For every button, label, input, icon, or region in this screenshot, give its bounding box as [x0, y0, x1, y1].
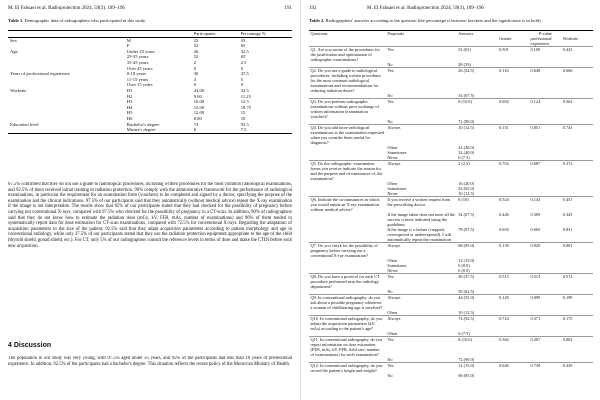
table-cell: 8 (10.0) [457, 99, 498, 120]
col-header-experience: professional experience [530, 36, 552, 46]
table-cell: 0.001 [561, 243, 593, 259]
table-cell: H1 [126, 87, 133, 93]
table-cell: 0.151 [498, 125, 529, 146]
table-cell: 0.650 [499, 227, 509, 232]
table-cell: Age [10, 48, 18, 54]
table-cell: 65 [240, 43, 246, 49]
table-cell: 0.851 [529, 125, 561, 146]
table-row [309, 295, 593, 311]
table-cell: 52 (65.0) [458, 186, 475, 191]
table-cell: 11.25 [240, 93, 251, 99]
table-cell: No [387, 119, 393, 124]
table-cell: Bachelor's degree [126, 121, 160, 127]
table-cell: 0.687 [529, 161, 561, 182]
table-cell [561, 373, 593, 378]
table-cell: 30 [193, 71, 199, 77]
page-number: 192 [309, 6, 317, 11]
table-cell: If the image is a failure (cropped, overexposed or underexposed), I will automatically repeat the examination [387, 227, 452, 242]
table-row [309, 373, 593, 378]
table-cell: 0.515 [498, 274, 529, 290]
table-cell: 32 (40.0) [458, 150, 475, 155]
col-header-worksite: Worksite [562, 36, 579, 41]
col-header-questions: Questions [310, 31, 328, 36]
table-cell: 0 (0.0) [458, 268, 470, 273]
table-cell: 32.5 [240, 87, 249, 93]
table-cell: 26 (32.5) [457, 68, 498, 94]
journal-reference: M. El Fahsaei et al. Radioprotection 2024, 59(3), 189–196 [367, 6, 484, 11]
table-cell: 25-35 years [126, 54, 149, 60]
table-cell: Never [387, 155, 398, 160]
table-cell: 0.207 [529, 337, 561, 358]
subheader-empty [457, 36, 498, 47]
table-cell: 15.00 [193, 104, 205, 110]
table-cell: 0.831 [562, 227, 573, 232]
table-cell: 0.501 [498, 47, 529, 63]
table-cell: Years of professional experience [10, 71, 70, 77]
table-cell: 0.446 [499, 212, 509, 217]
table-cell: 0-10 years [126, 71, 147, 77]
table-row [309, 227, 593, 243]
table-cell: 0 [240, 82, 243, 88]
table-cell: 6 (7.5) [458, 155, 470, 160]
table-cell: 30 (37.5) [457, 274, 498, 290]
table-cell: 65 [240, 54, 246, 60]
table-cell: 25 [193, 37, 199, 43]
table-cell: Never [387, 191, 398, 196]
table-cell: Yes [386, 363, 457, 374]
table-header-row [8, 31, 292, 38]
table-cell: 0.175 [561, 316, 593, 332]
table-cell: F [126, 43, 130, 49]
col-header: Participants [193, 31, 216, 36]
table-cell: 0.441 [561, 47, 593, 63]
table-row [309, 197, 593, 213]
table-cell: No [387, 93, 393, 98]
table-cell: Always [386, 316, 457, 332]
running-header [8, 6, 292, 12]
table-row [309, 274, 593, 290]
table-cell: Always [386, 161, 457, 182]
table-cell: Sex [10, 37, 17, 43]
col-header-answers: Answers [458, 31, 474, 36]
table-cell: Yes [386, 47, 457, 63]
subheader-empty [309, 36, 386, 47]
table-cell: Q8. Do you have a protocol for each CT procedure performed near the radiology department? [309, 274, 386, 290]
table-cell: 50 (62.5) [458, 289, 475, 294]
table-cell: 2.5 [240, 59, 247, 65]
table-cell: No [387, 289, 393, 294]
table-2-label: Table 2. [309, 18, 325, 23]
table-cell: Worksite [10, 87, 27, 93]
table-cell: 0.143 [529, 197, 561, 213]
table-cell: 0.666 [561, 68, 593, 94]
table-cell: 0.120 [498, 295, 529, 311]
table-cell: 15 [240, 110, 246, 116]
table-cell: 0.513 [529, 274, 561, 290]
table-cell: Never [387, 268, 398, 273]
table-cell: 18.75 [240, 104, 252, 110]
table-cell: 10 (12.5) [458, 191, 475, 196]
table-cell: 0.743 [561, 125, 593, 146]
table-cell [309, 227, 386, 243]
table-cell: 6 (7.5) [458, 331, 470, 336]
table-cell: Over 45 years [126, 65, 153, 71]
table-cell: 0 [193, 65, 196, 71]
table-cell: If the image taken does not meet all the success criteria indicated using the guidelines [387, 212, 456, 227]
table-cell: 12.00 [193, 110, 205, 116]
table-cell: Q2. Do you use a guide to radiological procedures, including written procedures for the most common radiological examinations and recommendations for reducing radiation doses? [309, 68, 386, 94]
table-cell: 11-15 years [126, 76, 149, 82]
col-header [125, 31, 192, 38]
table-cell: Often [387, 310, 398, 315]
table-cell: 0.372 [561, 161, 593, 182]
table-cell: Under 25 years [126, 48, 155, 54]
col-header [8, 31, 125, 38]
table-cell: Yes [386, 68, 457, 94]
table-cell: 35 [240, 37, 246, 43]
table-cell: H2 [126, 93, 133, 99]
table-cell: 0.199 [561, 295, 593, 311]
table-cell: Sometimes [387, 263, 407, 268]
subheader-empty [386, 36, 457, 47]
answers-table [309, 30, 593, 378]
demographics-table [8, 30, 292, 134]
journal-reference: M. El Fahsaei et al. Radioprotection 2024, 59(3), 189–196 [8, 6, 125, 11]
table-cell [529, 373, 561, 378]
table-cell [498, 373, 529, 378]
table-cell: 68 (85.0) [457, 243, 498, 259]
table-cell: 10 [240, 115, 246, 121]
table-cell: 0.562 [498, 337, 529, 358]
table-row [309, 363, 593, 374]
table-cell: 0.524 [498, 197, 529, 213]
table-cell: H5 [126, 110, 133, 116]
table-cell: 0.116 [498, 68, 529, 94]
table-cell: Always [386, 243, 457, 259]
table-cell: 7.5 [240, 127, 247, 133]
table-cell: No [387, 62, 393, 67]
table-cell: 92.5 [240, 121, 249, 127]
table-cell: 0 [193, 82, 196, 88]
right-page [300, 0, 600, 400]
table-cell: 0.665 [530, 227, 541, 232]
table-cell: 0.724 [498, 316, 529, 332]
table-cell: 72 (90.0) [458, 119, 475, 124]
discussion-heading: 4 Discussion [8, 342, 52, 349]
table-cell: 2 [193, 59, 196, 65]
table-cell: 0.602 [498, 99, 529, 120]
table-cell: 28 (35) [458, 62, 471, 67]
table-cell: Master's degree [126, 127, 156, 133]
table-cell: Often [387, 258, 398, 263]
table-row [8, 127, 292, 133]
table-row [309, 337, 593, 358]
table-cell: If you receive a written request from the prescribing doctor [386, 197, 457, 213]
table-cell: Q7. Do you check for the possibility of pregnancy before carrying out a conventional X-ray examination? [309, 243, 386, 259]
table-2-caption-text: Radiographers' answers according to the question (the percentage is between brackets and the significance is in bold). [324, 18, 542, 23]
table-cell: 0.562 [561, 99, 593, 120]
table-cell: Always [386, 295, 457, 311]
page-number: 191 [284, 6, 292, 11]
table-cell: 0.139 [498, 243, 529, 259]
col-header-proposals: Proposals [387, 31, 405, 36]
table-cell: Yes [386, 99, 457, 120]
table-row [309, 212, 593, 227]
table-cell: 74 [193, 121, 199, 127]
table-subheader-row [309, 36, 593, 47]
table-cell: 52 [193, 54, 199, 60]
table-cell: H6 [126, 115, 133, 121]
table-cell: 0.451 [561, 197, 593, 213]
table-row [309, 99, 593, 120]
table-cell: 0.371 [529, 316, 561, 332]
table-1-caption [8, 18, 292, 23]
table-cell: 26 [193, 48, 199, 54]
table-row [309, 68, 593, 94]
table-cell: 10.00 [193, 99, 205, 105]
col-header-gender: Gender [499, 36, 512, 41]
table-cell: 0.899 [529, 295, 561, 311]
col-header-pvalue: P-value [538, 31, 552, 36]
table-cell: 0.646 [498, 363, 529, 374]
table-cell: 0.109 [529, 47, 561, 63]
table-cell: Often [387, 181, 398, 186]
table-cell: 12.5 [240, 99, 249, 105]
table-cell: 32 (40.0) [458, 145, 475, 150]
table-cell: 9.00 [193, 93, 202, 99]
table-cell [8, 127, 125, 133]
table-cell [309, 373, 386, 378]
table-row [309, 125, 593, 146]
table-cell: Sometimes [387, 186, 407, 191]
table-cell: Education level [10, 121, 39, 127]
table-cell: Q6. Indicate the circumstances in which you would repeat an X-ray examination without medical advice? [309, 197, 386, 213]
table-cell: 0.002 [561, 337, 593, 358]
table-cell: Q11. In conventional radiography, do you report information on dose estimation (FDS, mAs, kV, FFB, field size, number of examinations) for each examination? [309, 337, 386, 358]
table-cell: 54 (67.5) [458, 93, 475, 98]
table-row [309, 47, 593, 63]
table-cell: Q12. In conventional radiography, do you record the patient's height and weight? [309, 363, 386, 374]
table-1-caption-text: Demographic data of radiographers who participated in this study. [23, 18, 147, 23]
table-cell: H3 [126, 99, 133, 105]
table-cell: Q10. In conventional radiography, do you adjust the acquisition parameters (kV, mAs) according to the patient's age? [309, 316, 386, 332]
col-header: Percentage % [240, 31, 266, 36]
table-cell: 0.739 [529, 363, 561, 374]
table-cell: 78 (97.5) [458, 227, 475, 232]
table-row [309, 161, 593, 182]
table-cell: Q9. In conventional radiography, do you ask about a possible pregnancy whenever a woman of childbearing age is involved? [309, 295, 386, 311]
table-cell: 54 (67.5) [458, 212, 475, 217]
table-cell: Over 15 years [126, 82, 153, 88]
table-cell: Q3. Do you perform radiographic examinations without prior exchange of written information (examination voucher)? [309, 99, 386, 120]
table-cell [309, 212, 386, 227]
table-cell: 24.00 [193, 87, 205, 93]
table-cell: 16 (20.0) [458, 181, 475, 186]
table-cell: Sometimes [387, 150, 407, 155]
table-cell: 8 (10.0) [457, 337, 498, 358]
table-cell: 74 (92.5) [457, 316, 498, 332]
table-row [309, 316, 593, 332]
table-cell: 68 (85.0) [458, 373, 475, 378]
table-cell: Q1. Are you aware of the procedures for the justification and optimisation of radiographic examinations? [309, 47, 386, 63]
table-cell: No [387, 357, 393, 362]
discussion-paragraph: The population in our study was very young, with 97.5% aged under 35 years, and 95% of the participants had less than 10 years of professional experience. In addition, 92.5% of the participants had a bachelor's degree. This situation reflects the recent policy of the Moroccan Ministry of Health. [8, 356, 292, 367]
table-cell: 0.449 [561, 363, 593, 374]
table-cell: 6 [193, 127, 196, 133]
table-cell: 0.820 [529, 243, 561, 259]
table-cell: Often [387, 145, 398, 150]
table-cell: 5 [240, 76, 243, 82]
table-cell: Q5. Do the radiographic examination forms you receive indicate the reason for, and the purpose and circumstances of, the examination? [309, 161, 386, 182]
results-paragraph: 67.5% confirmed that they do not use a guide to radiological procedures, including written procedures for the most common radiological examinations, and 92.5% of them received initial training in radiation protection. 90% comply with the administrative framework for the performance of radiological examinations, in particular the requirement for an examination form (vouchers) to be completed and signed by a doctor, specifying the purpose of the examination and the clinical indications. 97.5% of our participants said that they automatically (without medical advice) repeat the X-ray examination if the image is not interpretable. The results show that 85% of our participants stated that they had checked for the possibility of pregnancy before carrying out conventional X-rays, compared with 97.5% who checked for the possibility of pregnancy in a CT-scan. In addition, 90% of radiographers said that they do not know how to estimate the radiation dose (mGy, kV, FFB, mAs, number of examinations) and 96% of them tended to systematically report data for dose estimation for CT-scan examinations, compared with 72.5% for conventional X-rays. Regarding the adaptation of acquisition parameters to the size of the patient, 92.5% said that they adapt acquisition parameters according to patient morphology and age in conventional radiology, while only 37.5% of our participants stated that they use the radiation protection equipment appropriate to the age of the child (thyroid shield, gonad shield, etc.). For CT, only 5% of our radiographers consult the reference levels in terms of dose and make the CTDI before each new acquisition. [8, 182, 292, 249]
table-cell: 10 (12.5) [458, 310, 475, 315]
table-cell: 2 (2.5) [457, 161, 498, 182]
table-cell: 8.00 [193, 115, 202, 121]
table-1-label: Table 1. [8, 18, 24, 23]
table-cell: 52 (65) [457, 47, 498, 63]
table-cell: 44 (55.0) [457, 295, 498, 311]
table-cell: No [387, 373, 393, 378]
table-2-caption [309, 18, 593, 23]
table-cell: Often [387, 331, 398, 336]
table-cell: 4 [193, 76, 196, 82]
table-row [309, 243, 593, 259]
table-cell: 52 [193, 43, 199, 49]
table-cell: 0.309 [530, 212, 541, 217]
table-cell: 0 [240, 65, 243, 71]
table-cell: 12 (15.0) [458, 258, 475, 263]
table-cell: 8 (10) [457, 197, 498, 213]
table-cell: 32.5 [240, 48, 249, 54]
table-cell: 0.345 [562, 212, 573, 217]
table-cell: 12 (15.0) [457, 363, 498, 374]
table-cell: M [126, 37, 131, 43]
table-cell: 0.648 [529, 68, 561, 94]
table-cell: Yes [386, 337, 457, 358]
table-cell: 0 (0.0) [458, 263, 470, 268]
table-cell: 37.5 [240, 71, 249, 77]
table-cell: Q4. Do you add more radiological examinations to the examination requested when you consider them useful for diagnosis? [310, 125, 385, 145]
table-cell: 72 (90.0) [458, 357, 475, 362]
table-cell: Yes [386, 274, 457, 290]
table-cell: 0.124 [529, 99, 561, 120]
running-header [309, 6, 593, 12]
table-cell: 0.702 [498, 161, 529, 182]
table-cell: 35-45 years [126, 59, 149, 65]
table-cell: Always [386, 125, 457, 146]
table-cell: H4 [126, 104, 133, 110]
table-cell: 0.513 [561, 274, 593, 290]
table-cell: 10 (12.5) [457, 125, 498, 146]
